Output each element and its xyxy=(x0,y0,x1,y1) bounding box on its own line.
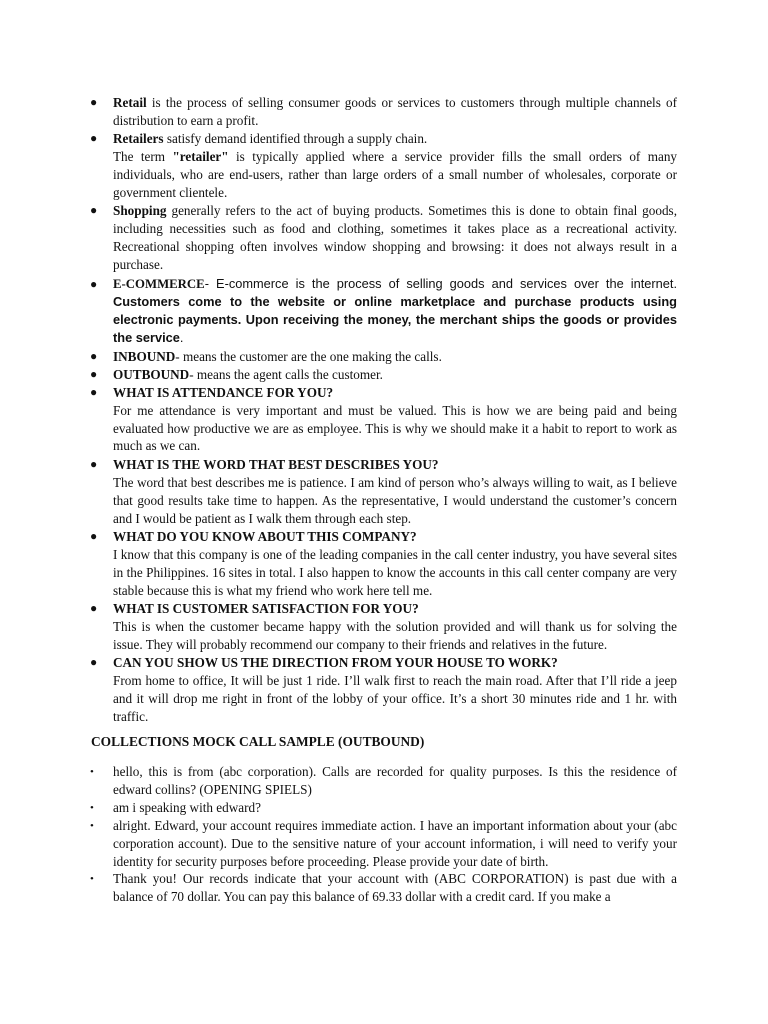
emphasized-text: Customers come to the website or online marketplace and purchase products using electronic payments. Upon receiving the money, the merchant ships the goods or provides the service xyxy=(113,293,677,346)
question-heading: WHAT DO YOU KNOW ABOUT THIS COMPANY? xyxy=(113,528,417,544)
bullet-icon: ● xyxy=(90,384,98,399)
answer-text: I know that this company is one of the leading companies in the call center industry, you have several sites in the Philippines. 16 sites in total. I also happen to know the accounts in this call center company are very stable because this is what my friend who work here tell me. xyxy=(113,546,677,598)
list-item-question-satisfaction xyxy=(90,600,677,654)
list-item-inbound xyxy=(90,348,677,366)
script-text: am i speaking with edward? xyxy=(113,799,261,815)
term-label: OUTBOUND xyxy=(113,366,190,382)
script-text: Thank you! Our records indicate that your account with (ABC CORPORATION) is past due with a balance of 70 dollar. You can pay this balance of 69.33 dollar with a credit card. If you make a xyxy=(113,871,677,905)
bullet-icon: • xyxy=(90,801,94,814)
mock-call-script-list xyxy=(90,763,677,906)
list-item-shopping xyxy=(90,202,677,274)
bullet-icon: ● xyxy=(90,276,98,291)
list-item-outbound xyxy=(90,366,677,384)
bullet-icon: ● xyxy=(90,655,98,670)
term-separator: - xyxy=(204,275,217,291)
bullet-icon: ● xyxy=(90,95,98,109)
bullet-icon: • xyxy=(90,873,94,886)
question-heading: WHAT IS ATTENDANCE FOR YOU? xyxy=(113,384,334,400)
section-heading: COLLECTIONS MOCK CALL SAMPLE (OUTBOUND) xyxy=(91,734,425,749)
term-definition: satisfy demand identified through a supply chain. xyxy=(163,131,428,147)
term-definition: E-commerce is the process of selling goods and services over the internet. xyxy=(216,275,677,291)
term-label: E-COMMERCE xyxy=(113,276,205,291)
answer-text: The word that best describes me is patience. I am kind of person who’s always willing to wait, as I believe that good results take time to happen. As the representative, I would understand the customer’s concern and I would be patient as I walk them through each step. xyxy=(113,474,677,526)
script-line xyxy=(90,799,677,817)
term-label: Shopping xyxy=(113,203,167,219)
term-definition: - means the agent calls the customer. xyxy=(189,366,383,382)
script-text: hello, this is from (abc corporation). Calls are recorded for quality purposes. Is this the residence of edward collins? (OPENING SPIELS) xyxy=(113,764,677,797)
bullet-icon: ● xyxy=(90,348,98,363)
bullet-icon: ● xyxy=(90,528,98,543)
answer-text: This is when the customer became happy with the solution provided and will thank us for solving the issue. They will probably recommend our company to their friends and relatives in the future. xyxy=(113,618,677,652)
script-text: alright. Edward, your account requires immediate action. I have an important information about your (abc corporation account). Due to the sensitive nature of your account information, i will need to verify your identity for security purposes before proceeding. Please provide your date of birth. xyxy=(113,817,677,869)
script-line xyxy=(90,870,677,906)
term-label: Retailers xyxy=(113,131,164,147)
answer-text: For me attendance is very important and must be valued. This is how we are being paid and being evaluated how productive we are as employee. This is why we should make it a habit to report to work as much as we can. xyxy=(113,402,677,454)
question-heading: WHAT IS CUSTOMER SATISFACTION FOR YOU? xyxy=(113,601,419,617)
quoted-term: "retailer" xyxy=(172,149,229,165)
list-item-retail xyxy=(90,94,677,130)
script-line xyxy=(90,817,677,871)
term-definition: generally refers to the act of buying products. Sometimes this is done to obtain final goods, including necessities such as food and clothing, sometimes it takes place as a recreational activity. Recreational shopping often involves window shopping and browsing: it does not always result in a purchase. xyxy=(113,203,677,273)
end-punctuation: . xyxy=(179,330,184,346)
definitions-and-interview-list xyxy=(90,94,678,726)
term-definition: - means the customer are the one making the calls. xyxy=(175,348,442,364)
term-label: Retail xyxy=(113,95,147,110)
list-item-question-direction xyxy=(90,654,677,726)
bullet-icon: ● xyxy=(90,203,98,218)
bullet-icon: • xyxy=(90,819,94,832)
term-label: INBOUND xyxy=(113,348,176,364)
question-heading: WHAT IS THE WORD THAT BEST DESCRIBES YOU? xyxy=(113,456,439,472)
term-definition: is the process of selling consumer goods or services to customers through multiple channels of distribution to earn a profit. xyxy=(113,95,677,128)
list-item-question-attendance xyxy=(90,384,677,456)
list-item-ecommerce xyxy=(90,275,677,348)
paragraph-text: The term xyxy=(113,149,173,165)
bullet-icon: ● xyxy=(90,366,98,381)
answer-text: From home to office, It will be just 1 ride. I’ll walk first to reach the main road. After that I’ll ride a jeep and it will drop me right in front of the lobby of your office. It’s a short 30 minutes ride and 1 hr. with traffic. xyxy=(113,673,677,724)
list-item-retailers xyxy=(90,130,678,202)
question-heading: CAN YOU SHOW US THE DIRECTION FROM YOUR HOUSE TO WORK? xyxy=(113,655,558,671)
bullet-icon: • xyxy=(90,766,94,778)
paragraph-text: is typically applied where a service provider fills the small orders of many individuals, who are end-users, rather than large orders of a small number of wholesales, corporate or government clientele. xyxy=(113,149,678,201)
bullet-icon: ● xyxy=(90,601,98,616)
list-item-question-word xyxy=(90,456,677,528)
bullet-icon: ● xyxy=(90,456,98,471)
script-line xyxy=(90,763,677,799)
bullet-icon: ● xyxy=(90,131,98,146)
list-item-question-company xyxy=(90,528,677,600)
